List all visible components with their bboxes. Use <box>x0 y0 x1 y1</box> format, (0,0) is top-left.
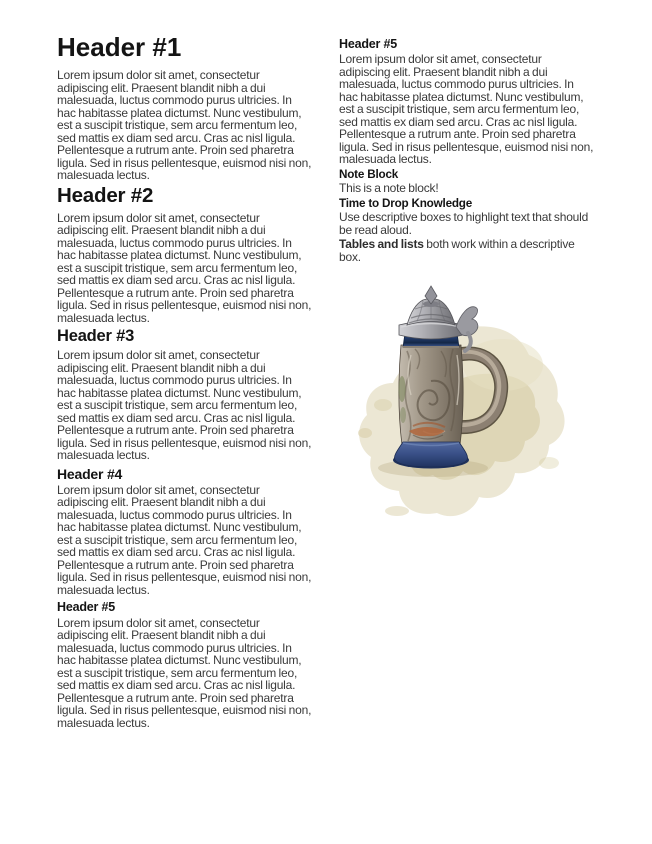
heading-5-right: Header #5 <box>339 37 397 51</box>
tables-lists-rest: both work within a descriptive box. <box>339 237 575 264</box>
knowledge-heading: Time to Drop Knowledge <box>339 196 473 210</box>
stein-foot <box>393 442 469 469</box>
lorem-paragraph: Lorem ipsum dolor sit amet, consectetur adipiscing elit. Praesent blandit nibh a dui malesuada, luctus commodo purus ultricies. In hac habitasse platea dictumst. Nunc vestibulum, est a suscipit tristique, sem arcu fermentum leo, sed mattis ex diam sed arcu. Cras ac nisl ligula. Pellentesque a rutrum ante. Proin sed pharetra ligula. Sed in risus pellentesque, euismod nisi non, malesuada lectus. <box>57 210 312 325</box>
lorem-paragraph: Lorem ipsum dolor sit amet, consectetur adipiscing elit. Praesent blandit nibh a dui malesuada, luctus commodo purus ultricies. In hac habitasse platea dictumst. Nunc vestibulum, est a suscipit tristique, sem arcu fermentum leo, sed mattis ex diam sed arcu. Cras ac nisl ligula. Pellentesque a rutrum ante. Proin sed pharetra ligula. Sed in risus pellentesque, euismod nisi non, malesuada lectus. <box>57 482 312 597</box>
right-column <box>339 33 595 731</box>
heading-3: Header #3 <box>57 327 135 346</box>
stein-lid <box>399 286 463 339</box>
lorem-paragraph: Lorem ipsum dolor sit amet, consectetur adipiscing elit. Praesent blandit nibh a dui malesuada, luctus commodo purus ultricies. In hac habitasse platea dictumst. Nunc vestibulum, est a suscipit tristique, sem arcu fermentum leo, sed mattis ex diam sed arcu. Cras ac nisl ligula. Pellentesque a rutrum ante. Proin sed pharetra ligula. Sed in risus pellentesque, euismod nisi non, malesuada lectus. <box>57 615 312 730</box>
note-block-heading: Note Block <box>339 167 399 181</box>
stein-body <box>399 345 464 445</box>
heading-4: Header #4 <box>57 465 123 482</box>
left-column <box>57 33 313 731</box>
tables-lists-lead: Tables and lists <box>339 237 424 252</box>
beer-stein-illustration <box>353 285 573 525</box>
lorem-paragraph: Lorem ipsum dolor sit amet, consectetur adipiscing elit. Praesent blandit nibh a dui malesuada, luctus commodo purus ultricies. In hac habitasse platea dictumst. Nunc vestibulum, est a suscipit tristique, sem arcu fermentum leo, sed mattis ex diam sed arcu. Cras ac nisl ligula. Pellentesque a rutrum ante. Proin sed pharetra ligula. Sed in risus pellentesque, euismod nisi non, malesuada lectus. <box>57 348 312 463</box>
heading-2: Header #2 <box>57 183 154 207</box>
knowledge-text: Use descriptive boxes to highlight text that should be read aloud. <box>339 210 589 237</box>
heading-1: Header #1 <box>57 32 182 62</box>
heading-5: Header #5 <box>57 600 115 615</box>
tables-lists-paragraph <box>339 238 595 263</box>
lorem-paragraph: Lorem ipsum dolor sit amet, consectetur adipiscing elit. Praesent blandit nibh a dui malesuada, luctus commodo purus ultricies. In hac habitasse platea dictumst. Nunc vestibulum, est a suscipit tristique, sem arcu fermentum leo, sed mattis ex diam sed arcu. Cras ac nisl ligula. Pellentesque a rutrum ante. Proin sed pharetra ligula. Sed in risus pellentesque, euismod nisi non, malesuada lectus. <box>57 68 312 183</box>
note-block-text: This is a note block! <box>339 181 439 196</box>
beer-stein-image <box>353 285 573 525</box>
lorem-paragraph: Lorem ipsum dolor sit amet, consectetur adipiscing elit. Praesent blandit nibh a dui malesuada, luctus commodo purus ultricies. In hac habitasse platea dictumst. Nunc vestibulum, est a suscipit tristique, sem arcu fermentum leo, sed mattis ex diam sed arcu. Cras ac nisl ligula. Pellentesque a rutrum ante. Proin sed pharetra ligula. Sed in risus pellentesque, euismod nisi non, malesuada lectus. <box>339 52 594 167</box>
